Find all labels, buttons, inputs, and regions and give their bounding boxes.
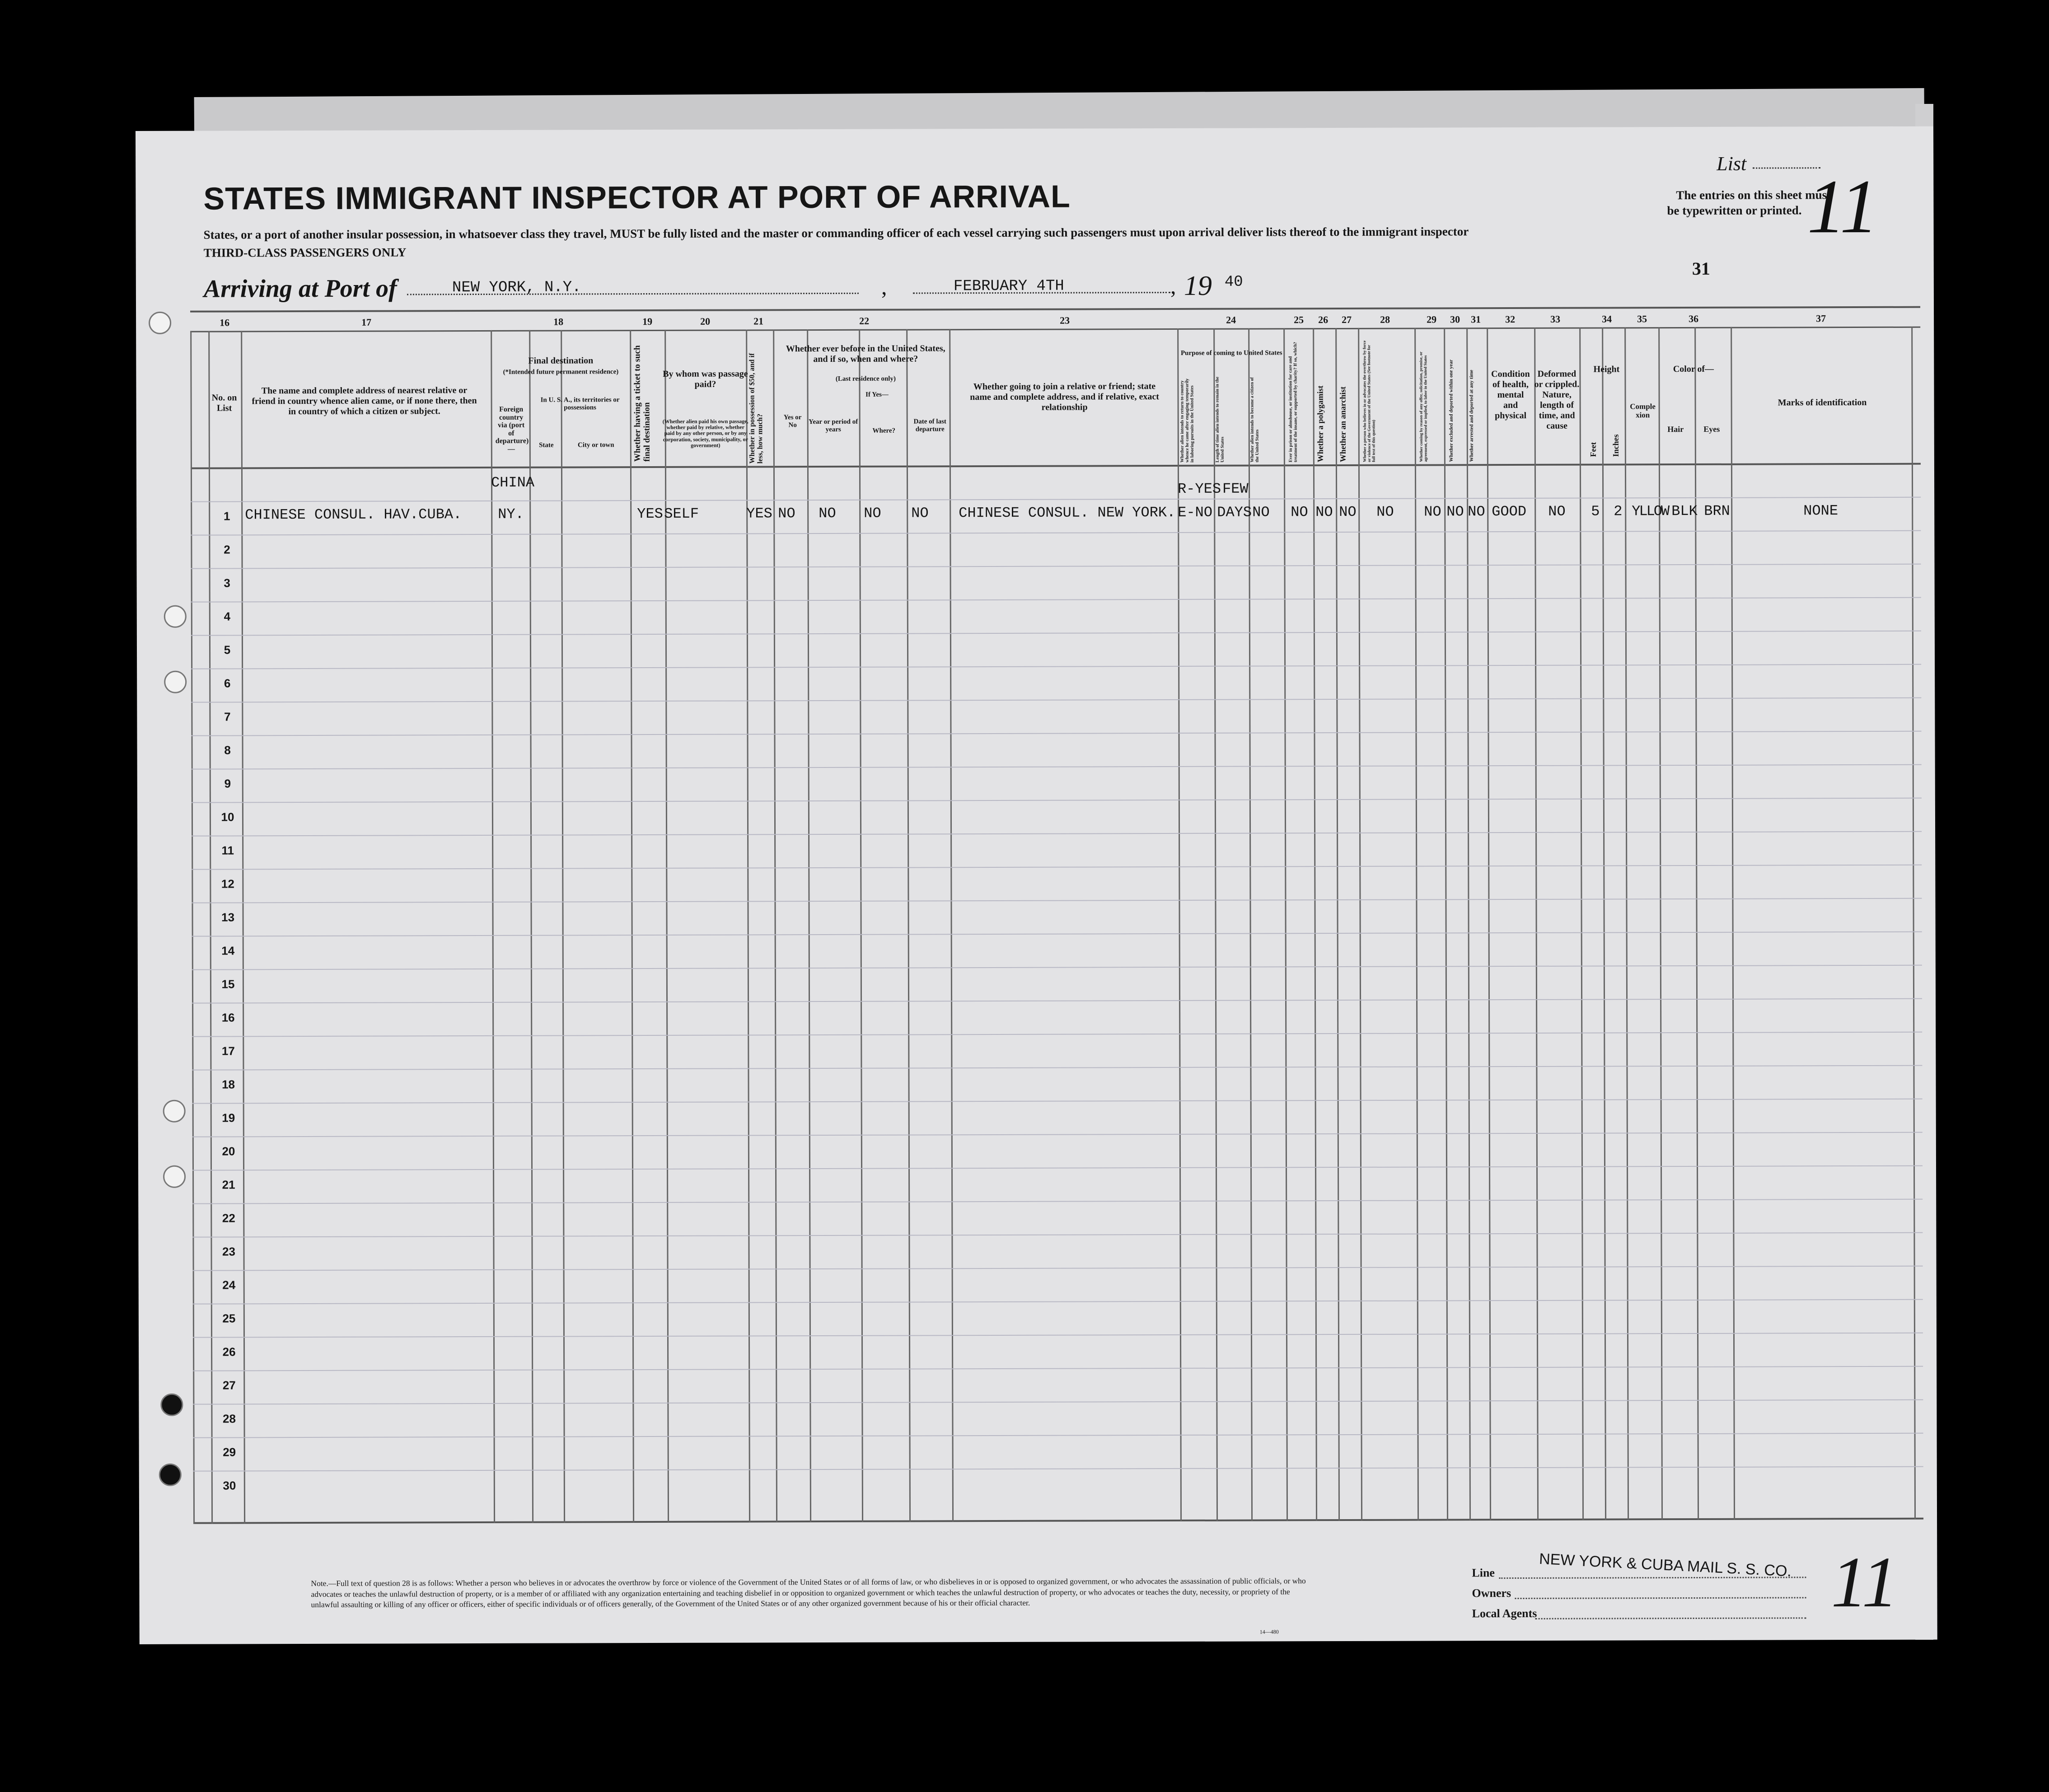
colnum-26: 26 (1318, 314, 1329, 326)
row-rule (191, 530, 1921, 536)
row-rule (191, 631, 1921, 636)
cell-foreign-via: NY. (498, 505, 524, 523)
column-rule (1624, 327, 1629, 1520)
column-rule (1487, 328, 1491, 1520)
row-number: 22 (222, 1211, 235, 1225)
row-rule (192, 1032, 1922, 1037)
handwritten-footer-mark: 11 (1831, 1541, 1898, 1623)
row-rule (192, 1132, 1923, 1137)
punch-hole (164, 671, 187, 693)
row-number: 20 (222, 1144, 235, 1158)
arriving-label: Arriving at Port of (203, 274, 397, 303)
table-top-rule (190, 306, 1920, 313)
entries-note-2: be typewritten or printed. (1667, 203, 1802, 218)
cell-feet: 5 (1591, 503, 1600, 520)
row-number: 16 (221, 1011, 235, 1025)
entries-note-1: The entries on this sheet must (1676, 188, 1831, 202)
cell-overthrow: NO (1376, 503, 1394, 520)
hdr-passage-note: (Whether alien paid his own passage, whether paid by relative, whether paid by any other person, or by any corporation, society, municipality, or government) (662, 418, 748, 449)
column-rule (190, 331, 195, 1524)
row-rule (192, 931, 1922, 937)
row-number: 9 (224, 777, 231, 791)
row-number: 29 (223, 1445, 236, 1459)
cell-length-line1: FEW (1222, 480, 1249, 497)
colnum-30: 30 (1450, 313, 1460, 325)
punch-hole (163, 1165, 186, 1188)
row-rule (192, 965, 1922, 970)
hdr-foreign-country: Foreign country via (port of departure)— (495, 405, 529, 453)
row-number: 27 (222, 1378, 236, 1392)
column-rule (208, 331, 213, 1524)
cell-complexion: YLLOW (1632, 503, 1669, 520)
row-number: 28 (222, 1412, 236, 1426)
line-label: Line (1472, 1566, 1495, 1580)
hdr-hair: Hair (1667, 425, 1684, 434)
colnum-31: 31 (1471, 313, 1481, 325)
row-number: 21 (222, 1178, 235, 1192)
colnum-34: 34 (1602, 313, 1612, 325)
hdr-inches: Inches (1611, 434, 1620, 457)
cell-excluded: NO (1446, 503, 1464, 520)
row-number: 30 (223, 1479, 236, 1493)
header-bottom-rule (191, 463, 1921, 469)
row-rule (193, 1366, 1923, 1371)
colnum-27: 27 (1342, 313, 1352, 326)
hdr-feet: Feet (1588, 442, 1598, 457)
row-number: 3 (224, 576, 230, 590)
hdr-overthrow: Whether a person who believes in or advocates the overthrow by force or violence of the Government of the United States (See footnote for full text of this question) (1362, 340, 1376, 462)
arrival-port: NEW YORK, N.Y. (452, 279, 581, 297)
row-number: 26 (222, 1345, 236, 1359)
row-number: 23 (222, 1245, 235, 1259)
hdr-anarchist: Whether an anarchist (1338, 386, 1347, 463)
colnum-21: 21 (753, 315, 764, 327)
row-rule (191, 664, 1921, 669)
cell-deformed: NO (1548, 503, 1566, 520)
row-number: 24 (222, 1278, 236, 1292)
hdr-yes-no: Yes or No (783, 414, 802, 429)
owners-label: Owners (1472, 1586, 1511, 1600)
form-number: 14—480 (1259, 1628, 1279, 1635)
row-rule (192, 865, 1922, 870)
colnum-24: 24 (1226, 314, 1236, 326)
cell-passage-paid: SELF (664, 505, 699, 522)
row-number: 10 (221, 810, 234, 824)
owners-dotted (1515, 1597, 1806, 1599)
column-rule (491, 330, 495, 1523)
column-rule (1534, 328, 1539, 1520)
colnum-29: 29 (1427, 313, 1437, 325)
column-rule (807, 329, 811, 1522)
cell-eyes: BRN (1704, 502, 1730, 519)
handwritten-list-number: 11 (1807, 164, 1879, 249)
cell-relative-address: CHINESE CONSUL. HAV.CUBA. (245, 506, 462, 524)
row-number: 2 (224, 543, 230, 557)
row-number: 4 (224, 609, 231, 623)
footnote-question-28: Note.—Full text of question 28 is as follows: Whether a person who believes in or advocates the overthrow by force or violence of the Government of the United States or of all forms of law, or who disbelieves in or is opposed to organized government, or who advocates the assassination of public officials, or who advocates or teaches the unlawful destruction of property, or is a member of or affiliated with any organization entertaining and teaching disbelief in or opposition to organized government or which teaches the unlawful destruction of property, or who advocates or teaches the duty, necessity, or propriety of the unlawful assaulting or killing of any officer or officers, either of specific individuals or of officers generally, of the Government of the United States or of any other organized government because of his or their official character. (311, 1576, 1306, 1610)
hdr-health: Condition of health, mental and physical (1491, 369, 1530, 421)
cell-year-period: NO (819, 505, 836, 522)
column-rule (1358, 328, 1362, 1521)
hdr-arrested: Whether arrested and deported at any time (1469, 370, 1474, 462)
row-rule (192, 1065, 1922, 1071)
row-number: 18 (222, 1077, 235, 1091)
cell-health: GOOD (1492, 503, 1527, 520)
cell-polygamist: NO (1315, 504, 1333, 521)
cell-before-in-us: NO (778, 505, 795, 522)
cell-date-departure: NO (911, 505, 929, 522)
cell-arrested: NO (1468, 503, 1485, 520)
colnum-19: 19 (642, 316, 653, 328)
hdr-last-residence: (Last residence only) (835, 375, 896, 383)
column-rule (1731, 327, 1735, 1520)
hdr-marks: Marks of identification (1778, 397, 1867, 408)
hdr-purpose-return: Whether alien intends to return to country whence he came after engaging temporarily in laboring pursuits in the United States (1179, 378, 1195, 463)
punch-hole (160, 1394, 183, 1416)
row-number: 12 (221, 877, 234, 891)
punch-hole (149, 312, 171, 334)
year-prefix: 19 (1184, 270, 1212, 301)
hdr-purpose-length: Length of time alien intends to remain in the United States (1215, 376, 1225, 463)
page-mark: 31 (1692, 258, 1710, 279)
cell-length-line2: DAYS (1217, 504, 1252, 521)
row-number: 11 (221, 843, 234, 857)
hdr-fifty-dollars: Whether in possession of $50, and if less, how much? (748, 353, 764, 464)
cell-hair: BLK (1671, 502, 1698, 520)
hdr-final-destination-note: (*Intended future permanent residence) (503, 368, 619, 376)
hdr-purpose-citizen: Whether alien intends to become a citizen of the United States (1249, 377, 1260, 463)
row-number: 7 (224, 710, 231, 724)
cell-prison: NO (1291, 504, 1308, 521)
year-suffix: 40 (1224, 273, 1243, 291)
row-rule (193, 1266, 1923, 1271)
row-rule (191, 564, 1921, 569)
table-bottom-rule (193, 1518, 1923, 1524)
colnum-28: 28 (1380, 313, 1390, 325)
agents-dotted (1535, 1617, 1806, 1619)
punch-hole (159, 1464, 182, 1486)
row-rule (193, 1399, 1923, 1405)
colnum-23: 23 (1060, 314, 1070, 326)
hdr-height: Height (1593, 364, 1620, 374)
column-rule (1579, 328, 1584, 1520)
hdr-joining: Whether going to join a relative or friend; state name and complete address, and if relative, exact relationship (970, 381, 1159, 412)
hdr-deformed: Deformed or crippled. Nature, length of time, and cause (1534, 369, 1580, 431)
row-number: 8 (224, 743, 231, 757)
line-value: NEW YORK & CUBA MAIL S. S. CO. (1539, 1550, 1792, 1580)
column-rule (773, 329, 777, 1522)
cell-purpose-line2: E-NO (1178, 504, 1213, 521)
colnum-20: 20 (700, 315, 711, 327)
hdr-excluded: Whether excluded and deported within one year (1448, 359, 1454, 462)
hdr-color: Color of— (1673, 364, 1714, 374)
arrival-date: FEBRUARY 4TH (953, 277, 1064, 295)
row-number: 25 (222, 1311, 236, 1325)
row-number: 5 (224, 643, 231, 657)
row-rule (192, 764, 1922, 770)
column-rule (630, 330, 634, 1522)
row-number: 1 (223, 509, 230, 523)
hdr-year-period: Year or period of years (809, 418, 858, 433)
class-line: THIRD-CLASS PASSENGERS ONLY (203, 245, 407, 260)
row-rule (191, 497, 1921, 502)
colnum-25: 25 (1294, 314, 1304, 326)
hdr-in-usa: In U. S. A., its territories or possessions (540, 396, 620, 412)
row-rule (193, 1333, 1923, 1338)
local-agents-label: Local Agents (1472, 1606, 1537, 1620)
column-rule (1602, 327, 1606, 1520)
cell-anarchist: NO (1339, 503, 1357, 521)
column-rule (859, 329, 863, 1522)
row-rule (193, 1466, 1923, 1472)
row-number: 6 (224, 676, 231, 690)
row-number: 17 (221, 1044, 235, 1058)
colnum-33: 33 (1550, 313, 1561, 325)
row-number: 15 (221, 977, 235, 991)
colnum-22: 22 (859, 315, 870, 327)
row-rule (192, 798, 1922, 803)
colnum-17: 17 (361, 316, 372, 328)
manifest-sheet (136, 126, 1937, 1644)
column-rule (1283, 328, 1288, 1521)
punch-hole (164, 605, 187, 628)
row-number: 19 (222, 1111, 235, 1125)
cell-purpose-line1: R-YES (1178, 480, 1221, 497)
cell-ticket: YES (637, 505, 663, 523)
hdr-state: State (539, 441, 554, 449)
row-rule (192, 1232, 1923, 1238)
column-rule (906, 329, 911, 1522)
comma-separator: , (881, 274, 887, 299)
punch-hole (163, 1100, 186, 1123)
row-rule (193, 1433, 1923, 1438)
column-rule (949, 329, 954, 1521)
hdr-eyes: Eyes (1703, 424, 1720, 434)
row-rule (191, 597, 1921, 603)
colnum-37: 37 (1816, 313, 1826, 324)
hdr-city: City or town (578, 441, 614, 449)
row-rule (192, 1199, 1923, 1204)
hdr-polygamist: Whether a polygamist (1315, 385, 1325, 463)
hdr-labor-offer: Whether coming by reason of any offer, solicitation, promise, or agreement, expressed or implied, to labor in the United States (1418, 351, 1428, 462)
column-rule (529, 330, 533, 1523)
row-rule (192, 1165, 1923, 1171)
row-rule (191, 697, 1921, 703)
cell-joining: CHINESE CONSUL. NEW YORK. (959, 504, 1176, 522)
row-number: 13 (221, 910, 235, 924)
row-rule (192, 1099, 1923, 1104)
hdr-where: Where? (872, 427, 896, 435)
column-rule (1414, 328, 1419, 1521)
hdr-ticket: Whether having a ticket to such final destination (632, 345, 652, 462)
row-number: 14 (221, 944, 235, 958)
cell-inches: 2 (1614, 503, 1623, 520)
form-title: STATES IMMIGRANT INSPECTOR AT PORT OF ARRIVAL (203, 178, 1071, 216)
row-rule (192, 731, 1922, 736)
hdr-purpose: Purpose of coming to United States (1180, 349, 1282, 357)
colnum-18: 18 (553, 316, 564, 328)
cell-marks: NONE (1803, 502, 1838, 519)
cell-where: NO (864, 505, 881, 522)
hdr-no-on-list: No. on List (211, 393, 237, 413)
hdr-prison: Ever in prison or almshouse, or institution for care and treatment of the insane, or supported by charity? If so, which? (1288, 342, 1298, 463)
column-rule (1911, 327, 1916, 1519)
comma-separator: , (1170, 273, 1176, 299)
hdr-passage-paid: By whom was passage paid? (663, 369, 748, 389)
row-rule (192, 998, 1922, 1004)
hdr-if-yes: If Yes— (865, 391, 889, 398)
row-rule (192, 831, 1922, 837)
column-rule (561, 330, 565, 1523)
row-rule (192, 898, 1922, 903)
cell-citizen: NO (1252, 504, 1270, 521)
hdr-before-in-us: Whether ever before in the United States, and if so, when and where? (786, 343, 945, 365)
cell-foreign-country: CHINA (491, 474, 535, 491)
colnum-35: 35 (1637, 313, 1647, 325)
hdr-complexion: Complexion (1630, 402, 1656, 419)
list-label: List (1717, 152, 1747, 175)
row-rule (193, 1299, 1923, 1305)
hdr-final-destination: Final destination (528, 356, 594, 366)
cell-fifty-dollars: YES (746, 505, 772, 522)
colnum-32: 32 (1505, 313, 1516, 325)
colnum-16: 16 (220, 317, 230, 328)
hdr-relative-address: The name and complete address of nearest relative or friend in country whence alien came, or if none there, then in country of which a citizen or subject. (252, 385, 477, 417)
form-subtitle: States, or a port of another insular possession, in whatsoever class they travel, MUST be fully listed and the master or commanding officer of each vessel carrying such passengers must upon arrival deliver lists thereof to the immigrant inspector (203, 225, 1469, 242)
hdr-date-departure: Date of last departure (913, 418, 946, 433)
column-number-rule (190, 327, 1920, 332)
colnum-36: 36 (1689, 313, 1699, 325)
cell-labor-offer: NO (1424, 503, 1441, 520)
